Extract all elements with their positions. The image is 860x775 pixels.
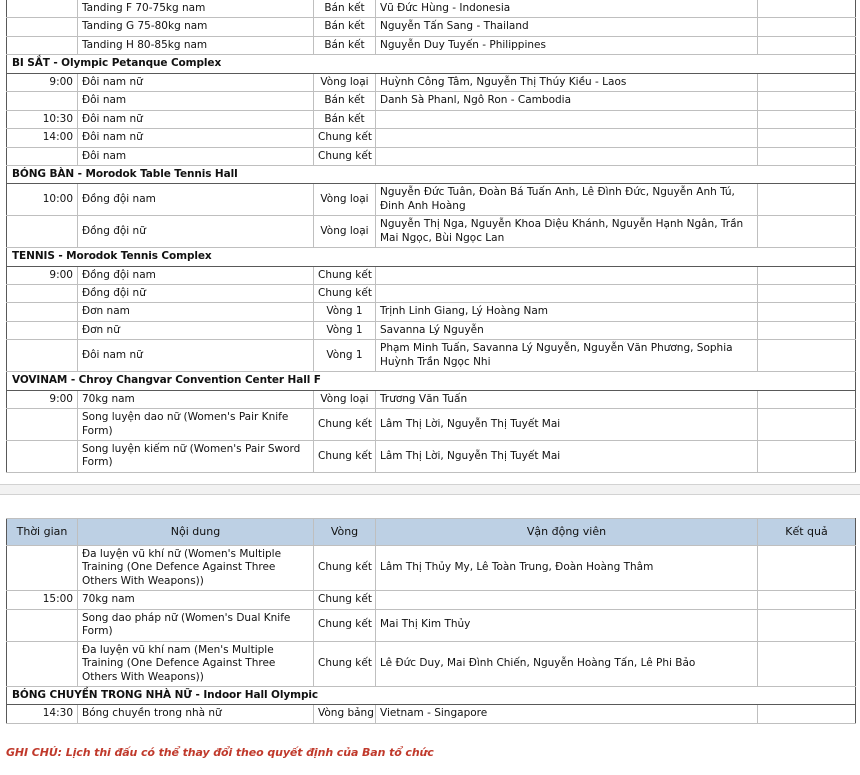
cell-round: Bán kết	[314, 110, 376, 128]
table-row	[7, 546, 856, 591]
table-row	[7, 73, 856, 91]
cell-round: Chung kết	[314, 409, 376, 441]
cell-content: Song luyện dao nữ (Women's Pair Knife Form)	[78, 409, 314, 441]
schedule-table-bottom-body	[7, 546, 856, 724]
cell-round: Chung kết	[314, 147, 376, 165]
cell-athlete: Nguyễn Duy Tuyến - Philippines	[376, 36, 758, 54]
cell-result	[758, 92, 856, 110]
footnote: GHI CHÚ: Lịch thi đấu có thể thay đổi theo quyết định của Ban tổ chức	[6, 745, 434, 759]
cell-athlete: Huỳnh Công Tâm, Nguyễn Thị Thúy Kiều - Laos	[376, 73, 758, 91]
cell-content: Đôi nam nữ	[78, 110, 314, 128]
cell-round: Vòng 1	[314, 321, 376, 339]
cell-content: Đồng đội nam	[78, 184, 314, 216]
table-row	[7, 705, 856, 723]
cell-time: 15:00	[7, 591, 78, 609]
cell-round: Chung kết	[314, 591, 376, 609]
cell-result	[758, 705, 856, 723]
schedule-table-bottom	[6, 518, 856, 724]
cell-time: 14:30	[7, 705, 78, 723]
cell-content: Đôi nam nữ	[78, 73, 314, 91]
cell-athlete: Vũ Đức Hùng - Indonesia	[376, 0, 758, 18]
cell-content: Đồng đội nữ	[78, 216, 314, 248]
cell-time	[7, 409, 78, 441]
table-row	[7, 266, 856, 284]
cell-result	[758, 409, 856, 441]
schedule-table-top	[6, 0, 856, 473]
cell-result	[758, 110, 856, 128]
cell-athlete	[376, 285, 758, 303]
cell-athlete: Vietnam - Singapore	[376, 705, 758, 723]
table-row	[7, 340, 856, 372]
cell-content: Đơn nam	[78, 303, 314, 321]
cell-round: Chung kết	[314, 641, 376, 686]
table-row	[7, 440, 856, 472]
column-header-content: Nội dung	[78, 519, 314, 546]
cell-time	[7, 147, 78, 165]
cell-athlete	[376, 147, 758, 165]
cell-content: Tanding G 75-80kg nam	[78, 18, 314, 36]
cell-result	[758, 147, 856, 165]
cell-result	[758, 303, 856, 321]
cell-athlete: Phạm Minh Tuấn, Savanna Lý Nguyễn, Nguyễn Văn Phương, Sophia Huỳnh Trần Ngọc Nhi	[376, 340, 758, 372]
cell-result	[758, 641, 856, 686]
section-header-row	[7, 372, 856, 390]
section-header-row	[7, 686, 856, 704]
cell-result	[758, 609, 856, 641]
cell-athlete: Savanna Lý Nguyễn	[376, 321, 758, 339]
cell-athlete: Trịnh Linh Giang, Lý Hoàng Nam	[376, 303, 758, 321]
table-row	[7, 285, 856, 303]
cell-content: Đôi nam	[78, 147, 314, 165]
section-header-row	[7, 55, 856, 73]
table-row	[7, 591, 856, 609]
cell-athlete: Mai Thị Kim Thủy	[376, 609, 758, 641]
cell-time: 10:00	[7, 184, 78, 216]
cell-result	[758, 390, 856, 408]
cell-time	[7, 0, 78, 18]
cell-time: 9:00	[7, 390, 78, 408]
cell-content: Đôi nam nữ	[78, 129, 314, 147]
table-row	[7, 0, 856, 18]
cell-content: Bóng chuyền trong nhà nữ	[78, 705, 314, 723]
table-row	[7, 303, 856, 321]
cell-time	[7, 303, 78, 321]
cell-content: Tanding F 70-75kg nam	[78, 0, 314, 18]
table-row	[7, 92, 856, 110]
cell-content: Đôi nam	[78, 92, 314, 110]
cell-round: Bán kết	[314, 0, 376, 18]
section-header-row	[7, 248, 856, 266]
cell-round: Bán kết	[314, 18, 376, 36]
section-title: TENNIS - Morodok Tennis Complex	[7, 248, 856, 266]
cell-round: Chung kết	[314, 266, 376, 284]
cell-content: 70kg nam	[78, 390, 314, 408]
cell-athlete: Lâm Thị Thủy My, Lê Toàn Trung, Đoàn Hoàng Thâm	[376, 546, 758, 591]
cell-round: Vòng bảng	[314, 705, 376, 723]
cell-round: Chung kết	[314, 609, 376, 641]
cell-athlete: Nguyễn Tấn Sang - Thailand	[376, 18, 758, 36]
cell-result	[758, 184, 856, 216]
column-header-athlete: Vận động viên	[376, 519, 758, 546]
cell-result	[758, 36, 856, 54]
table-row	[7, 18, 856, 36]
section-title: VOVINAM - Chroy Changvar Convention Center Hall F	[7, 372, 856, 390]
table-row	[7, 641, 856, 686]
cell-athlete: Nguyễn Thị Nga, Nguyễn Khoa Diệu Khánh, Nguyễn Hạnh Ngân, Trần Mai Ngọc, Bùi Ngọc Lan	[376, 216, 758, 248]
cell-result	[758, 340, 856, 372]
column-header-result: Kết quả	[758, 519, 856, 546]
table-row	[7, 147, 856, 165]
cell-content: Đa luyện vũ khí nữ (Women's Multiple Training (One Defence Against Three Others With Weapons))	[78, 546, 314, 591]
cell-content: Đôi nam nữ	[78, 340, 314, 372]
section-title: BÓNG CHUYỀN TRONG NHÀ NỮ - Indoor Hall Olympic	[7, 686, 856, 704]
cell-athlete: Nguyễn Đức Tuân, Đoàn Bá Tuấn Anh, Lê Đình Đức, Nguyễn Anh Tú, Đinh Anh Hoàng	[376, 184, 758, 216]
cell-athlete	[376, 129, 758, 147]
cell-athlete	[376, 110, 758, 128]
cell-time	[7, 546, 78, 591]
cell-result	[758, 440, 856, 472]
cell-athlete: Lâm Thị Lời, Nguyễn Thị Tuyết Mai	[376, 409, 758, 441]
table-row	[7, 609, 856, 641]
cell-time	[7, 641, 78, 686]
cell-time	[7, 285, 78, 303]
cell-athlete	[376, 591, 758, 609]
cell-time	[7, 36, 78, 54]
cell-athlete: Lâm Thị Lời, Nguyễn Thị Tuyết Mai	[376, 440, 758, 472]
cell-result	[758, 321, 856, 339]
cell-content: Đồng đội nam	[78, 266, 314, 284]
cell-result	[758, 546, 856, 591]
cell-round: Chung kết	[314, 546, 376, 591]
cell-result	[758, 591, 856, 609]
cell-athlete: Lê Đức Duy, Mai Đình Chiến, Nguyễn Hoàng Tấn, Lê Phi Bảo	[376, 641, 758, 686]
cell-time: 9:00	[7, 266, 78, 284]
cell-round: Bán kết	[314, 36, 376, 54]
page-break-divider	[0, 484, 860, 495]
cell-time	[7, 18, 78, 36]
table-row	[7, 184, 856, 216]
cell-time	[7, 92, 78, 110]
cell-content: Đồng đội nữ	[78, 285, 314, 303]
cell-round: Chung kết	[314, 129, 376, 147]
cell-result	[758, 216, 856, 248]
table-row	[7, 409, 856, 441]
cell-result	[758, 18, 856, 36]
cell-round: Vòng loại	[314, 390, 376, 408]
cell-round: Chung kết	[314, 440, 376, 472]
cell-content: Tanding H 80-85kg nam	[78, 36, 314, 54]
cell-time: 10:30	[7, 110, 78, 128]
cell-content: 70kg nam	[78, 591, 314, 609]
cell-round: Vòng 1	[314, 303, 376, 321]
cell-athlete: Danh Sà Phanl, Ngô Ron - Cambodia	[376, 92, 758, 110]
cell-result	[758, 285, 856, 303]
cell-time	[7, 340, 78, 372]
schedule-table-top-body	[7, 0, 856, 472]
table-row	[7, 110, 856, 128]
column-header-round: Vòng	[314, 519, 376, 546]
cell-round: Vòng loại	[314, 73, 376, 91]
cell-time	[7, 216, 78, 248]
cell-time	[7, 609, 78, 641]
cell-round: Vòng 1	[314, 340, 376, 372]
table-row	[7, 36, 856, 54]
cell-time	[7, 440, 78, 472]
table-row	[7, 129, 856, 147]
section-title: BI SẮT - Olympic Petanque Complex	[7, 55, 856, 73]
table-row	[7, 390, 856, 408]
cell-content: Song luyện kiếm nữ (Women's Pair Sword Form)	[78, 440, 314, 472]
cell-athlete	[376, 266, 758, 284]
header-row	[7, 519, 856, 546]
cell-result	[758, 129, 856, 147]
cell-round: Vòng loại	[314, 184, 376, 216]
cell-result	[758, 73, 856, 91]
section-header-row	[7, 165, 856, 183]
schedule-block-bottom	[0, 518, 856, 759]
schedule-table-header	[7, 519, 856, 546]
table-row	[7, 321, 856, 339]
cell-time: 14:00	[7, 129, 78, 147]
cell-result	[758, 266, 856, 284]
cell-content: Đa luyện vũ khí nam (Men's Multiple Training (One Defence Against Three Others With Weapons))	[78, 641, 314, 686]
table-row	[7, 216, 856, 248]
cell-round: Bán kết	[314, 92, 376, 110]
cell-time	[7, 321, 78, 339]
cell-round: Chung kết	[314, 285, 376, 303]
section-title: BÓNG BÀN - Morodok Table Tennis Hall	[7, 165, 856, 183]
cell-content: Song dao pháp nữ (Women's Dual Knife Form)	[78, 609, 314, 641]
page-break-band	[0, 485, 860, 494]
column-header-time: Thời gian	[7, 519, 78, 546]
cell-athlete: Trương Văn Tuấn	[376, 390, 758, 408]
cell-round: Vòng loại	[314, 216, 376, 248]
cell-result	[758, 0, 856, 18]
cell-content: Đơn nữ	[78, 321, 314, 339]
cell-time: 9:00	[7, 73, 78, 91]
